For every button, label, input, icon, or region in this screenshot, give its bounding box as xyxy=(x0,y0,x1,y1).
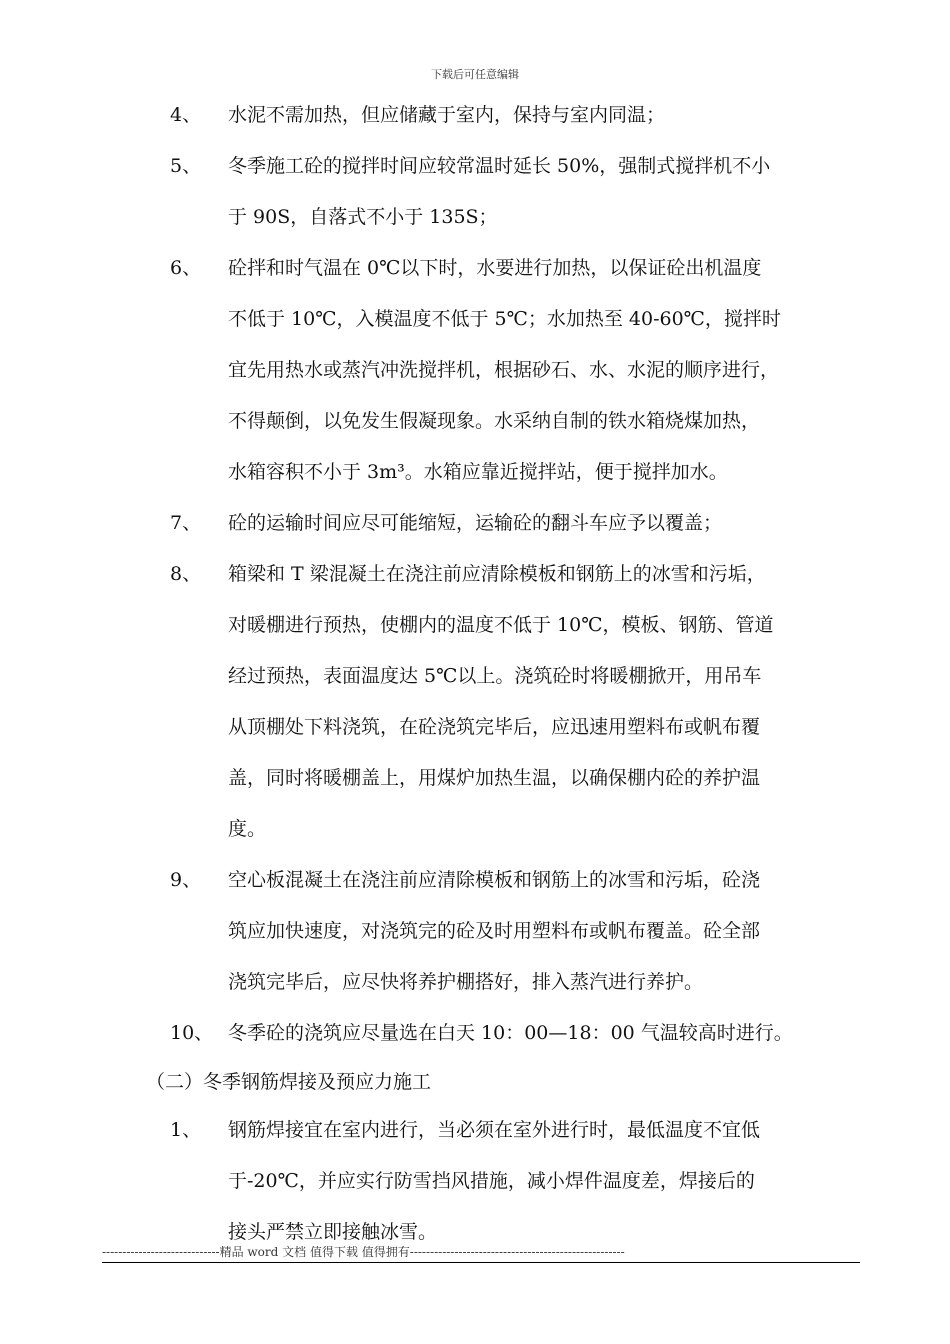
list-item xyxy=(0,141,950,243)
item-text-line: 冬季施工砼的搅拌时间应较常温时延长 50%，强制式搅拌机不小 xyxy=(228,155,771,177)
item-text xyxy=(228,1105,868,1258)
item-number: 6、 xyxy=(170,257,202,279)
list-item xyxy=(0,1008,950,1059)
item-text xyxy=(228,855,868,1008)
item-text-line: 砼拌和时气温在 0℃以下时，水要进行加热，以保证砼出机温度 xyxy=(228,257,762,279)
item-number: 9、 xyxy=(170,869,202,891)
item-text-line: 水泥不需加热，但应储藏于室内，保持与室内同温； xyxy=(228,104,666,126)
item-text-line: 宜先用热水或蒸汽冲洗搅拌机，根据砂石、水、水泥的顺序进行， xyxy=(228,359,780,381)
item-text-line: 空心板混凝土在浇注前应清除模板和钢筋上的冰雪和污垢，砼浇 xyxy=(228,869,761,891)
item-number: 4、 xyxy=(170,104,202,126)
list-item xyxy=(0,1105,950,1258)
item-text-line: 经过预热，表面温度达 5℃以上。浇筑砼时将暖棚掀开，用吊车 xyxy=(228,665,762,687)
item-list-b xyxy=(0,1105,950,1258)
item-text xyxy=(228,549,868,855)
item-text-line: 接头严禁立即接触冰雪。 xyxy=(228,1221,438,1243)
footer-rule xyxy=(102,1262,860,1263)
item-text-line: 对暖棚进行预热，使棚内的温度不低于 10℃，模板、钢筋、管道 xyxy=(228,614,774,636)
item-text-line: 箱梁和 T 梁混凝土在浇注前应清除模板和钢筋上的冰雪和污垢， xyxy=(228,563,766,585)
item-text-line: 于 90S，自落式不小于 135S； xyxy=(228,206,498,228)
list-item xyxy=(0,498,950,549)
item-list-a xyxy=(0,90,950,1059)
item-text-line: 钢筋焊接宜在室内进行，当必须在室外进行时，最低温度不宜低 xyxy=(228,1119,761,1141)
item-number: 5、 xyxy=(170,155,202,177)
item-text xyxy=(228,141,868,243)
item-text-line: 不得颠倒，以免发生假凝现象。水采纳自制的铁水箱烧煤加热， xyxy=(228,410,761,432)
item-text-line: 浇筑完毕后，应尽快将养护棚搭好，排入蒸汽进行养护。 xyxy=(228,971,704,993)
list-item xyxy=(0,549,950,855)
list-item xyxy=(0,90,950,141)
item-number: 8、 xyxy=(170,563,202,585)
item-text-line: 不低于 10℃，入模温度不低于 5℃；水加热至 40-60℃，搅拌时 xyxy=(228,308,781,330)
footer-text: -----------------------------精品 word 文档 值得下载 值得拥有----------------------------------------------------- xyxy=(102,1245,625,1259)
item-text xyxy=(228,90,868,141)
item-text-line: 度。 xyxy=(228,818,267,840)
list-item xyxy=(0,855,950,1008)
item-text xyxy=(228,243,868,498)
item-number: 10、 xyxy=(170,1022,214,1044)
item-text-line: 冬季砼的浇筑应尽量选在白天 10：00—18：00 气温较高时进行。 xyxy=(228,1022,793,1044)
item-text-line: 于-20℃，并应实行防雪挡风措施，减小焊件温度差，焊接后的 xyxy=(228,1170,755,1192)
item-number: 7、 xyxy=(170,512,202,534)
item-text xyxy=(228,1008,868,1059)
header-note: 下载后可任意编辑 xyxy=(431,68,519,81)
item-text-line: 盖，同时将暖棚盖上，用煤炉加热生温，以确保棚内砼的养护温 xyxy=(228,767,761,789)
item-text-line: 从顶棚处下料浇筑，在砼浇筑完毕后，应迅速用塑料布或帆布覆 xyxy=(228,716,761,738)
item-text-line: 砼的运输时间应尽可能缩短，运输砼的翻斗车应予以覆盖； xyxy=(228,512,723,534)
list-item xyxy=(0,243,950,498)
section-heading: （二）冬季钢筋焊接及预应力施工 xyxy=(146,1071,432,1093)
document-body xyxy=(0,90,950,1258)
item-text-line: 水箱容积不小于 3m³。水箱应靠近搅拌站，便于搅拌加水。 xyxy=(228,461,728,483)
item-text xyxy=(228,498,868,549)
item-number: 1、 xyxy=(170,1119,202,1141)
item-text-line: 筑应加快速度，对浇筑完的砼及时用塑料布或帆布覆盖。砼全部 xyxy=(228,920,761,942)
